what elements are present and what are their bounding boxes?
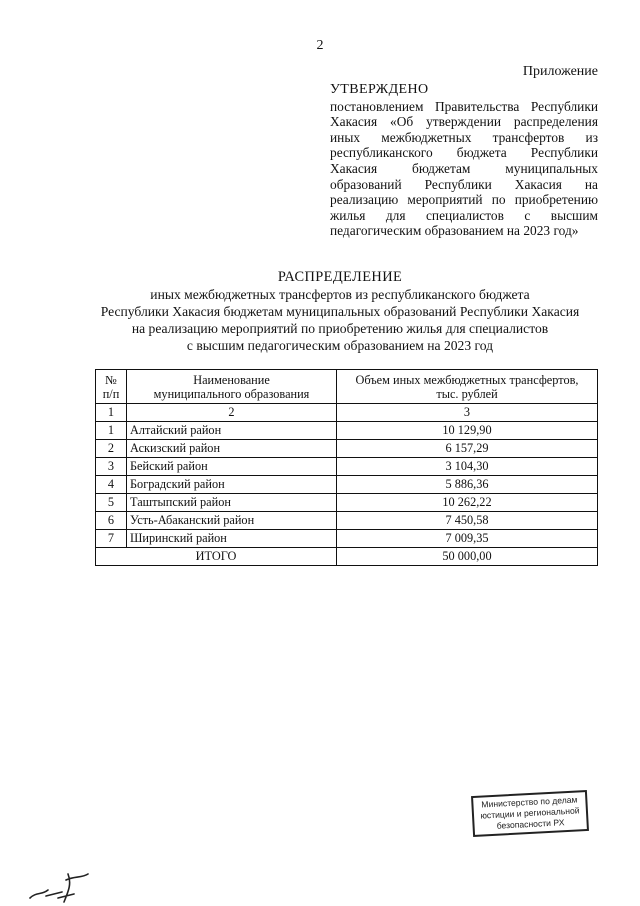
row-name: Ширинский район xyxy=(127,530,337,548)
approved-label: УТВЕРЖДЕНО xyxy=(330,82,429,97)
row-name: Боградский район xyxy=(127,476,337,494)
table-row xyxy=(96,440,598,458)
row-num: 7 xyxy=(96,530,127,548)
ministry-stamp xyxy=(471,790,589,837)
row-amount: 10 262,22 xyxy=(337,494,598,512)
signature-mark xyxy=(28,868,92,904)
row-amount: 3 104,30 xyxy=(337,458,598,476)
row-amount: 5 886,36 xyxy=(337,476,598,494)
row-num: 5 xyxy=(96,494,127,512)
header-name xyxy=(127,370,337,404)
header-name-line1: Наименование xyxy=(193,372,270,387)
table-row xyxy=(96,530,598,548)
row-amount: 7 450,58 xyxy=(337,512,598,530)
title-line: на реализацию мероприятий по приобретению жилья для специалистов xyxy=(131,321,549,336)
row-num: 4 xyxy=(96,476,127,494)
table-row xyxy=(96,494,598,512)
title-line: с высшим педагогическим образованием на 2023 год xyxy=(186,338,494,353)
row-num: 1 xyxy=(96,422,127,440)
row-name: Бейский район xyxy=(127,458,337,476)
table-row xyxy=(96,422,598,440)
stamp-line: юстиции и региональной xyxy=(480,805,580,821)
decree-text: постановлением Правительства Республики Хакасия «Об утверждении распределения иных межбюджетных трансфертов из республиканского бюджета Республики Хакасия бюджетам муниципальных образований Республики Хакасия на реализацию мероприятий по приобретению жилья для специалистов с высшим педагогическим образованием на 2023 год» xyxy=(330,98,598,239)
table-row xyxy=(96,476,598,494)
column-number: 2 xyxy=(127,404,337,422)
appendix-label: Приложение xyxy=(522,64,598,79)
document-title xyxy=(60,269,620,354)
header-num-line2: п/п xyxy=(102,386,120,401)
row-name: Аскизский район xyxy=(127,440,337,458)
table-row xyxy=(96,458,598,476)
distribution-table xyxy=(95,369,598,566)
row-name: Усть-Абаканский район xyxy=(127,512,337,530)
header-amount-line2: тыс. рублей xyxy=(436,386,498,401)
title-line: иных межбюджетных трансфертов из республиканского бюджета xyxy=(150,287,530,302)
table-header-row xyxy=(96,370,598,404)
header-num xyxy=(96,370,127,404)
row-amount: 7 009,35 xyxy=(337,530,598,548)
header-num-line1: № xyxy=(105,372,117,387)
column-number: 1 xyxy=(96,404,127,422)
row-num: 2 xyxy=(96,440,127,458)
row-amount: 10 129,90 xyxy=(337,422,598,440)
column-number: 3 xyxy=(337,404,598,422)
row-name: Таштыпский район xyxy=(127,494,337,512)
header-amount-line1: Объем иных межбюджетных трансфертов, xyxy=(355,372,579,387)
row-num: 3 xyxy=(96,458,127,476)
stamp-line: безопасности РХ xyxy=(496,817,565,831)
stamp-line: Министерство по делам xyxy=(481,794,578,810)
title-line: Республики Хакасия бюджетам муниципальных образований Республики Хакасия xyxy=(100,304,580,319)
row-amount: 6 157,29 xyxy=(337,440,598,458)
title-heading: РАСПРЕДЕЛЕНИЕ xyxy=(277,269,403,285)
table-row xyxy=(96,512,598,530)
page-number: 2 xyxy=(316,38,324,53)
total-amount: 50 000,00 xyxy=(337,548,598,566)
approval-block xyxy=(330,82,598,239)
column-number-row xyxy=(96,404,598,422)
row-num: 6 xyxy=(96,512,127,530)
row-name: Алтайский район xyxy=(127,422,337,440)
header-name-line2: муниципального образования xyxy=(153,386,310,401)
total-row xyxy=(96,548,598,566)
header-amount xyxy=(337,370,598,404)
total-label: ИТОГО xyxy=(96,548,337,566)
